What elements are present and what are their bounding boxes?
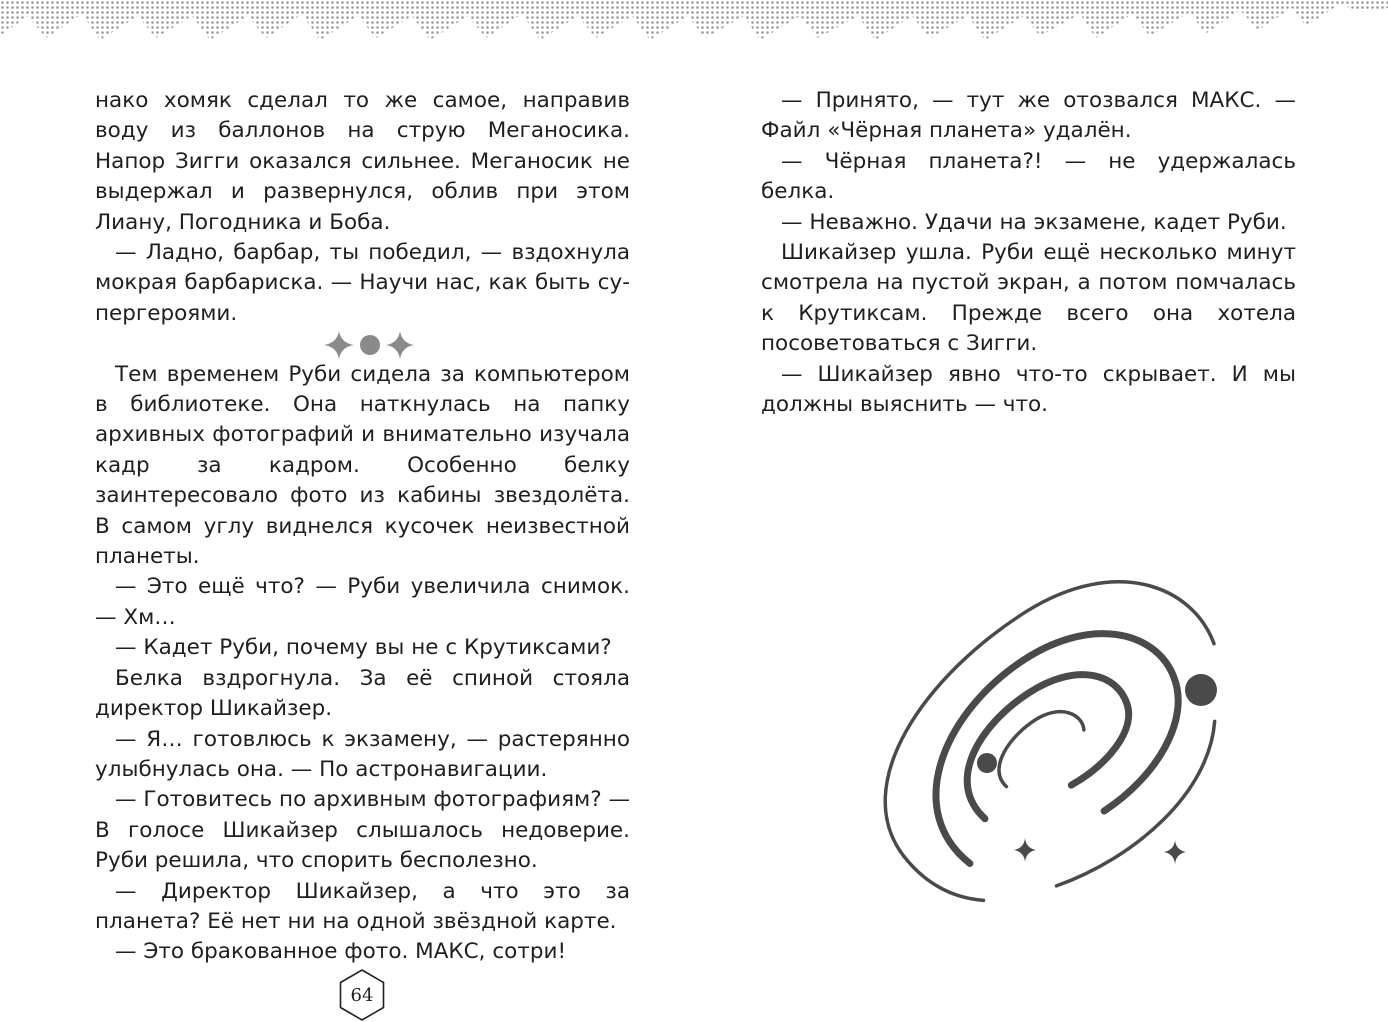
paragraph: — Директор Шикайзер, а что это за планета? Её нет ни на одной звёздной карте.	[95, 878, 630, 934]
paragraph: — Это ещё что? — Руби увеличила снимок. — Хм…	[95, 574, 630, 630]
top-decorative-band	[0, 0, 1388, 46]
paragraph: — Шикайзер явно что-то скрывает. И мы должны выяснить — что.	[761, 361, 1296, 418]
paragraph: Тем временем Руби сидела за компьютером в библиотеке. Она наткнулась на папку архивных фотографий и внимательно изучала кадр за кадром. Особенно белку заинтересовало фото из кабины звездолёта. В самом углу виднелся кусочек неизвестной планеты.	[95, 361, 630, 570]
paragraph: Шикайзер ушла. Руби ещё несколько минут смотрела на пустой экран, а потом помчалась к Крутиксам. Прежде всего она хотела посоветоваться с Зигги.	[761, 240, 1296, 357]
spiral-galaxy-illustration	[826, 560, 1236, 930]
paragraph: — Я… готовлюсь к экзамену, — растерянно улыбнулась она. — По астронавигации.	[95, 726, 630, 782]
paragraph: — Чёрная планета?! — не удержалась белка.	[761, 148, 1296, 205]
right-text-column	[761, 86, 1296, 420]
page-number: 64	[350, 984, 374, 1006]
paragraph: — Готовитесь по архивным фотографиям? — В голосе Шикайзер слышалось недоверие. Руби решила, что спорить бесполезно.	[95, 787, 630, 874]
star-dot-star-icon	[324, 331, 414, 359]
paragraph: — Ладно, барбар, ты победил, — вздохнула мокрая барбариска. — Научи нас, как быть супергероями.	[95, 240, 630, 326]
paragraph: — Кадет Руби, почему вы не с Крутиксами?	[115, 635, 612, 661]
paragraph: — Принято, — тут же отозвался МАКС. — Файл «Чёрная планета» удалён.	[761, 88, 1296, 144]
left-text-column	[95, 86, 630, 968]
page-number-badge	[335, 968, 389, 1022]
paragraph: нако хомяк сделал то же самое, направив воду из баллонов на струю Меганосика. Напор Зигги оказался сильнее. Меганосик не выдержал и развернулся, облив при этом Лиану, Погодника и Боба.	[95, 88, 630, 235]
section-separator	[95, 329, 630, 359]
paragraph: — Неважно. Удачи на экзамене, кадет Руби.	[781, 209, 1287, 235]
paragraph: Белка вздрогнула. За её спиной стояла директор Шикайзер.	[95, 665, 630, 722]
paragraph: — Это бракованное фото. МАКС, сотри!	[115, 939, 567, 965]
